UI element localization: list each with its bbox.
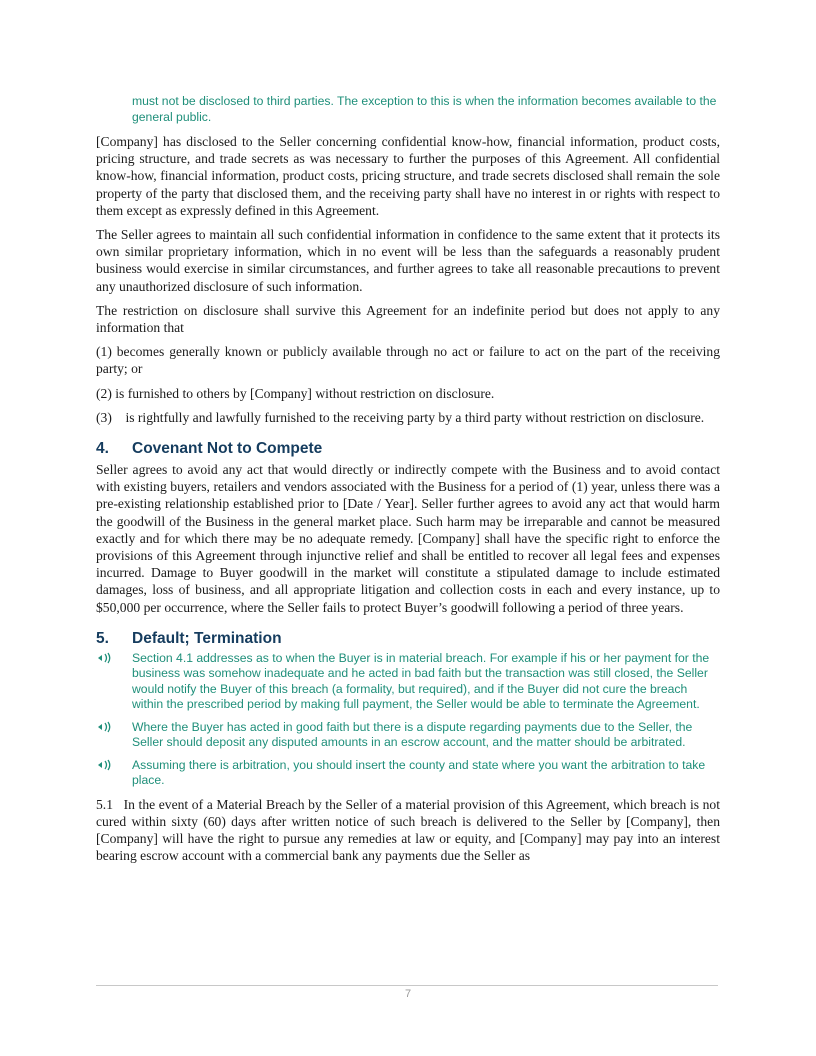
tip-item xyxy=(96,651,720,713)
tip-text: Assuming there is arbitration, you should insert the county and state where you want the arbitration to take place. xyxy=(132,757,706,788)
tip-text: Section 4.1 addresses as to when the Buyer is in material breach. For example if his or her payment for the business was somehow inadequate and he acted in bad faith but the transaction was still closed, the Seller would notify the Buyer of this breach (a formality, but required), and if the Buyer did not cure the breach within the prescribed period by making full payment, the Seller would be able to terminate the Agreement. xyxy=(132,650,710,712)
tip-item xyxy=(96,758,720,789)
tip-text: Where the Buyer has acted in good faith but there is a dispute regarding payments due to the Seller, the Seller should deposit any disputed amounts in an escrow account, and the matter should be arbitrated. xyxy=(132,719,693,750)
speaker-tip-icon xyxy=(96,652,114,664)
tip-item xyxy=(96,720,720,751)
section-5-title: Default; Termination xyxy=(132,629,282,647)
paragraph-disclosure: [Company] has disclosed to the Seller concerning confidential know-how, financial information, product costs, pricing structure, and trade secrets as was necessary to further the purposes of this Agreement. All confidential know-how, financial information, product costs, pricing structure, and trade secrets disclosed shall remain the sole property of the party that disclosed them, and the receiving party shall have no interest in or rights with respect to them except as expressly defined in this Agreement. xyxy=(96,134,720,218)
paragraph-item-3: (3) is rightfully and lawfully furnished to the receiving party by a third party without restriction on disclosure. xyxy=(96,409,705,425)
section-4-title: Covenant Not to Compete xyxy=(132,440,323,458)
clause-5-1-text: In the event of a Material Breach by the Seller of a material provision of this Agreement, which breach is not cured within sixty (60) days after written notice of such breach is delivered to the Seller by [Company], then [Company] will have the right to pursue any remedies at law or equity, and [Company] may pay into an interest bearing escrow account with a commercial bank any payments due the Seller as xyxy=(96,796,720,864)
speaker-tip-icon xyxy=(96,759,114,771)
top-tip-note: must not be disclosed to third parties. The exception to this is when the information becomes available to the general public. xyxy=(132,94,717,124)
clause-5-1 xyxy=(96,796,720,865)
section-4-heading xyxy=(96,440,720,458)
section-4-body: Seller agrees to avoid any act that would directly or indirectly compete with the Business and to avoid contact with existing buyers, retailers and vendors associated with the Business for a period of (1) year, unless there was a pre-existing relationship established prior to [Date / Year]. Seller further agrees to avoid any act that would harm the goodwill of the Business in the general market place. Such harm may be irreparable and cannot be measured exactly and for which there may be no adequate remedy. [Company] shall have the specific right to enforce the provisions of this Agreement through injunctive relief and shall be entitled to recover all legal fees and expenses incurred. Damage to Buyer goodwill in the market will constitute a stipulated damage to include estimated damages, loss of business, and all appropriate litigation and collection costs in each and every instance, up to $50,000 per occurrence, where the Seller fails to protect Buyer’s goodwill following a period of three years. xyxy=(96,462,720,615)
paragraph-item-2: (2) is furnished to others by [Company] without restriction on disclosure. xyxy=(96,385,495,401)
paragraph-confidence: The Seller agrees to maintain all such confidential information in confidence to the same extent that it protects its own similar proprietary information, which in no event will be less than the safeguards a reasonably prudent business would exercise in similar circumstances, and further agrees to take all reasonable precautions to prevent any unauthorized disclosure of such information. xyxy=(96,227,720,294)
paragraph-item-1: (1) becomes generally known or publicly available through no act or failure to act on the part of the receiving party; or xyxy=(96,344,720,377)
section-5-heading xyxy=(96,630,720,648)
speaker-tip-icon xyxy=(96,721,114,733)
section-5-number: 5. xyxy=(96,629,109,647)
clause-5-1-number: 5.1 xyxy=(96,796,113,812)
paragraph-restriction: The restriction on disclosure shall survive this Agreement for an indefinite period but does not apply to any information that xyxy=(96,302,720,336)
page-number: 7 xyxy=(404,988,412,1000)
footer-divider xyxy=(96,985,718,986)
document-page xyxy=(96,94,720,872)
section-4-number: 4. xyxy=(96,440,109,458)
